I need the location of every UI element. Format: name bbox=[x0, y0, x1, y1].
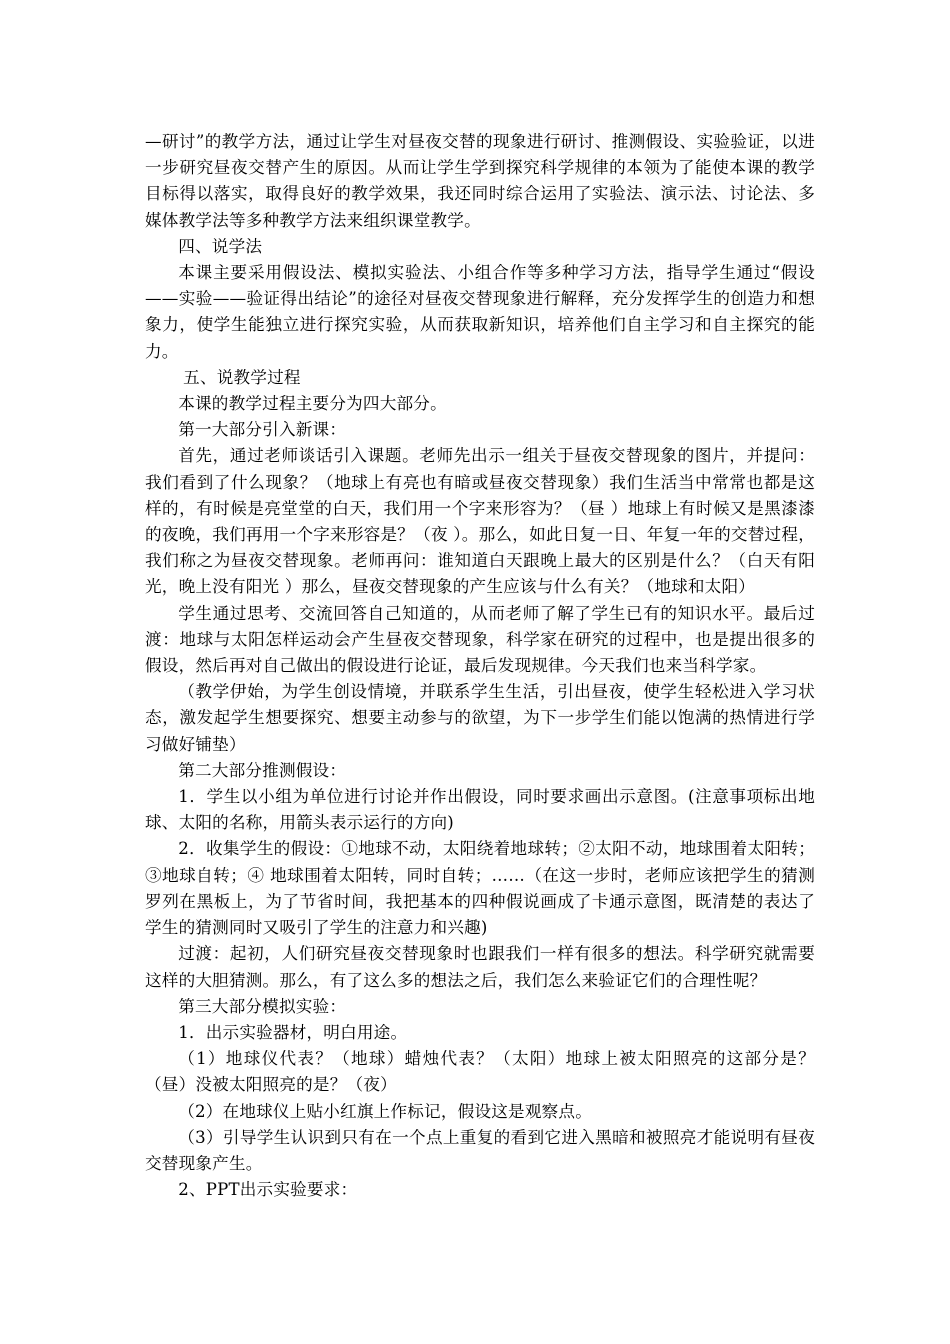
heading-part-two: 第二大部分推测假设： bbox=[178, 760, 347, 780]
paragraph-experiment-detail-2: （2）在地球仪上贴小红旗上作标记，假设这是观察点。 bbox=[178, 1101, 592, 1121]
paragraph-study-method: 本课主要采用假设法、模拟实验法、小组合作等多种学习方法，指导学生通过“假设——实验——验证得出结论”的途径对昼夜交替现象进行解释，充分发挥学生的创造力和想象力，使学生能独立进行探究实验，从而获取新知识，培养他们自主学习和自主探究的能力。 bbox=[145, 263, 815, 361]
paragraph-experiment-step-2: 2、PPT出示实验要求： bbox=[178, 1180, 358, 1200]
heading-study-method: 四、说学法 bbox=[178, 236, 263, 256]
paragraph-student-thinking: 学生通过思考、交流回答自己知道的，从而老师了解了学生已有的知识水平。最后过渡：地球与太阳怎样运动会产生昼夜交替现象，科学家在研究的过程中，也是提出很多的假设，然后再对自己做出的假设进行论证，最后发现规律。今天我们也来当科学家。 bbox=[145, 603, 815, 676]
paragraph-teaching-note: （教学伊始，为学生创设情境，并联系学生生活，引出昼夜，使学生轻松进入学习状态，激发起学生想要探究、想要主动参与的欲望，为下一步学生们能以饱满的热情进行学习做好铺垫） bbox=[145, 682, 815, 754]
paragraph-process-overview: 本课的教学过程主要分为四大部分。 bbox=[178, 394, 447, 414]
heading-part-one: 第一大部分引入新课： bbox=[178, 420, 347, 440]
heading-part-three: 第三大部分模拟实验： bbox=[178, 996, 347, 1016]
paragraph-transition: 过渡：起初，人们研究昼夜交替现象时也跟我们一样有很多的想法。科学研究就需要这样的大胆猜测。那么，有了这么多的想法之后，我们怎么来验证它们的合理性呢？ bbox=[145, 944, 815, 990]
paragraph-teaching-method: —研讨”的教学方法，通过让学生对昼夜交替的现象进行研讨、推测假设、实验验证，以进一步研究昼夜交替产生的原因。从而让学生学到探究科学规律的本领为了能使本课的教学目标得以落实，取得良好的教学效果，我还同时综合运用了实验法、演示法、讨论法、多媒体教学法等多种教学方法来组织课堂教学。 bbox=[145, 132, 815, 230]
paragraph-experiment-detail-3: （3）引导学生认识到只有在一个点上重复的看到它进入黑暗和被照亮才能说明有昼夜交替现象产生。 bbox=[145, 1127, 815, 1173]
paragraph-hypothesis-step-1: 1．学生以小组为单位进行讨论并作出假设，同时要求画出示意图。(注意事项标出地球、太阳的名称，用箭头表示运行的方向) bbox=[145, 787, 815, 833]
document-body bbox=[145, 129, 815, 1203]
paragraph-hypothesis-step-2: 2．收集学生的假设：①地球不动，太阳绕着地球转；②太阳不动，地球围着太阳转；③地球自转；④ 地球围着太阳转，同时自转；……（在这一步时，老师应该把学生的猜测罗列在黑板上，为了节省时间，我把基本的四种假说画成了卡通示意图，既清楚的表达了学生的猜测同时又吸引了学生的注意力和兴趣) bbox=[145, 839, 815, 938]
paragraph-experiment-detail-1: （1）地球仪代表？（地球）蜡烛代表？（太阳）地球上被太阳照亮的这部分是？（昼）没被太阳照亮的是？（夜） bbox=[145, 1049, 815, 1095]
paragraph-experiment-step-1: 1．出示实验器材，明白用途。 bbox=[178, 1022, 408, 1042]
paragraph-introduction: 首先，通过老师谈话引入课题。老师先出示一组关于昼夜交替现象的图片，并提问：我们看到了什么现象？（地球上有亮也有暗或昼夜交替现象）我们生活当中常常也都是这样的，有时候是亮堂堂的白天，我们用一个字来形容为？（昼 ）地球上有时候又是黑漆漆的夜晚，我们再用一个字来形容是？（夜 ）。那么，如此日复一日、年复一年的交替过程，我们称之为昼夜交替现象。老师再问：谁知道白天跟晚上最大的区别是什么？（白天有阳光，晚上没有阳光 ）那么，昼夜交替现象的产生应该与什么有关？（地球和太阳） bbox=[145, 446, 815, 597]
heading-teaching-process: 五、说教学过程 bbox=[183, 367, 301, 387]
